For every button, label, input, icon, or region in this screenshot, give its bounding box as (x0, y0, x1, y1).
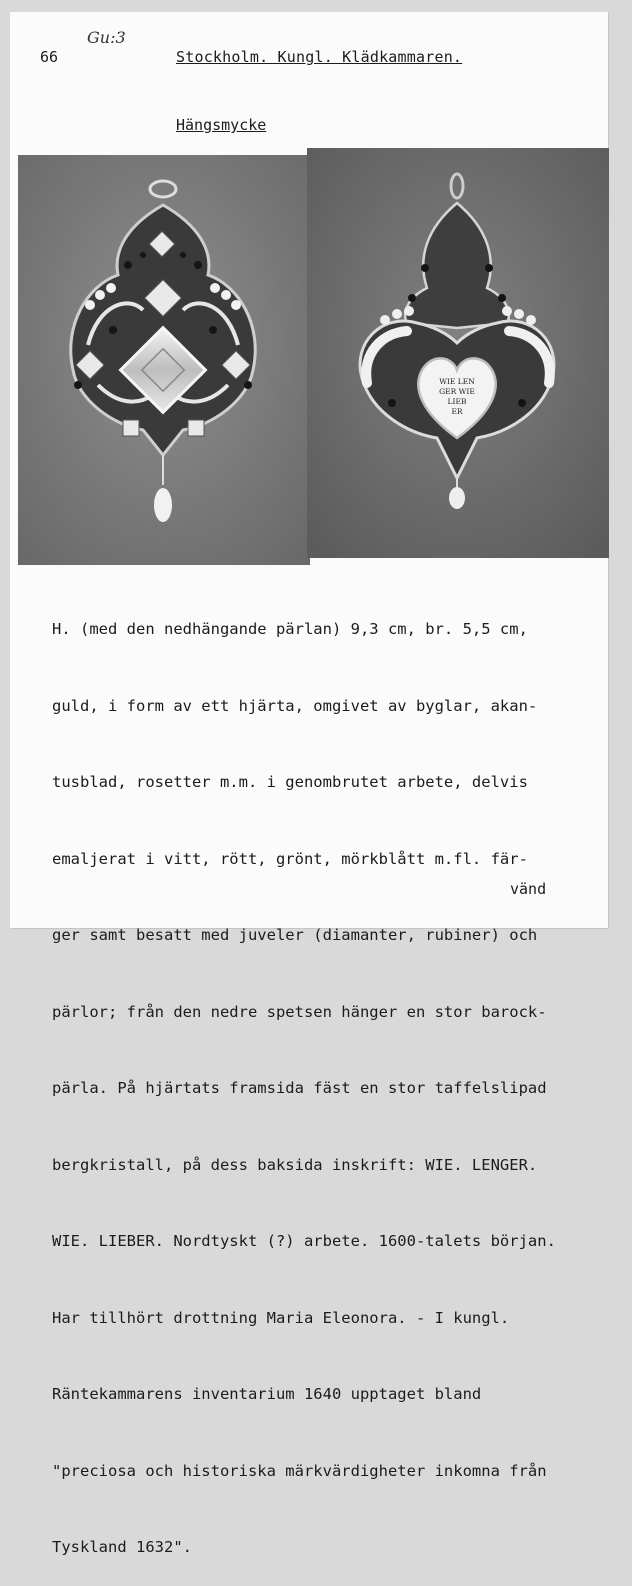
description-line: H. (med den nedhängande pärlan) 9,3 cm, br. 5,5 cm, (52, 620, 528, 638)
page-title: Stockholm. Kungl. Klädkammaren. (176, 48, 463, 66)
description-line: ger samt besatt med juveler (diamanter, rubiner) och (52, 926, 538, 944)
description-line: pärlor; från den nedre spetsen hänger en stor barock- (52, 1002, 547, 1021)
object-description (52, 566, 618, 1586)
object-title: Hängsmycke (176, 116, 267, 134)
description-line: WIE. LIEBER. Nordtyskt (?) arbete. 1600-talets början. (52, 1232, 556, 1250)
handwritten-note: Gu:3 (87, 28, 126, 47)
inscription-line-3: LIEB (447, 397, 467, 406)
description-line: Har tillhört drottning Maria Eleonora. - I kungl. (52, 1308, 510, 1327)
inscription-line-2: GER WIE (439, 387, 475, 396)
page-number: 66 (40, 48, 59, 66)
description-line: guld, i form av ett hjärta, omgivet av byglar, akan- (52, 696, 538, 715)
turn-page-note: vänd (510, 880, 547, 898)
inscription-line-4: ER (451, 407, 463, 416)
description-line: emaljerat i vitt, rött, grönt, mörkblått m.fl. fär- (52, 849, 528, 868)
description-line: bergkristall, på dess baksida inskrift: WIE. LENGER. (52, 1155, 538, 1174)
pendant-back-image (307, 148, 609, 558)
pendant-front-image (18, 155, 310, 565)
description-line: tusblad, rosetter m.m. i genombrutet arbete, delvis (52, 773, 528, 791)
inscription-line-1: WIE LEN (439, 377, 475, 386)
description-line: "preciosa och historiska märkvärdigheter inkomna från (52, 1461, 547, 1480)
description-line: Tyskland 1632". (52, 1538, 192, 1556)
description-line: Räntekammarens inventarium 1640 upptaget bland (52, 1385, 482, 1403)
pendant-back-photo (307, 148, 609, 558)
description-line: pärla. På hjärtats framsida fäst en stor taffelslipad (52, 1079, 547, 1097)
pendant-front-photo (18, 155, 310, 565)
